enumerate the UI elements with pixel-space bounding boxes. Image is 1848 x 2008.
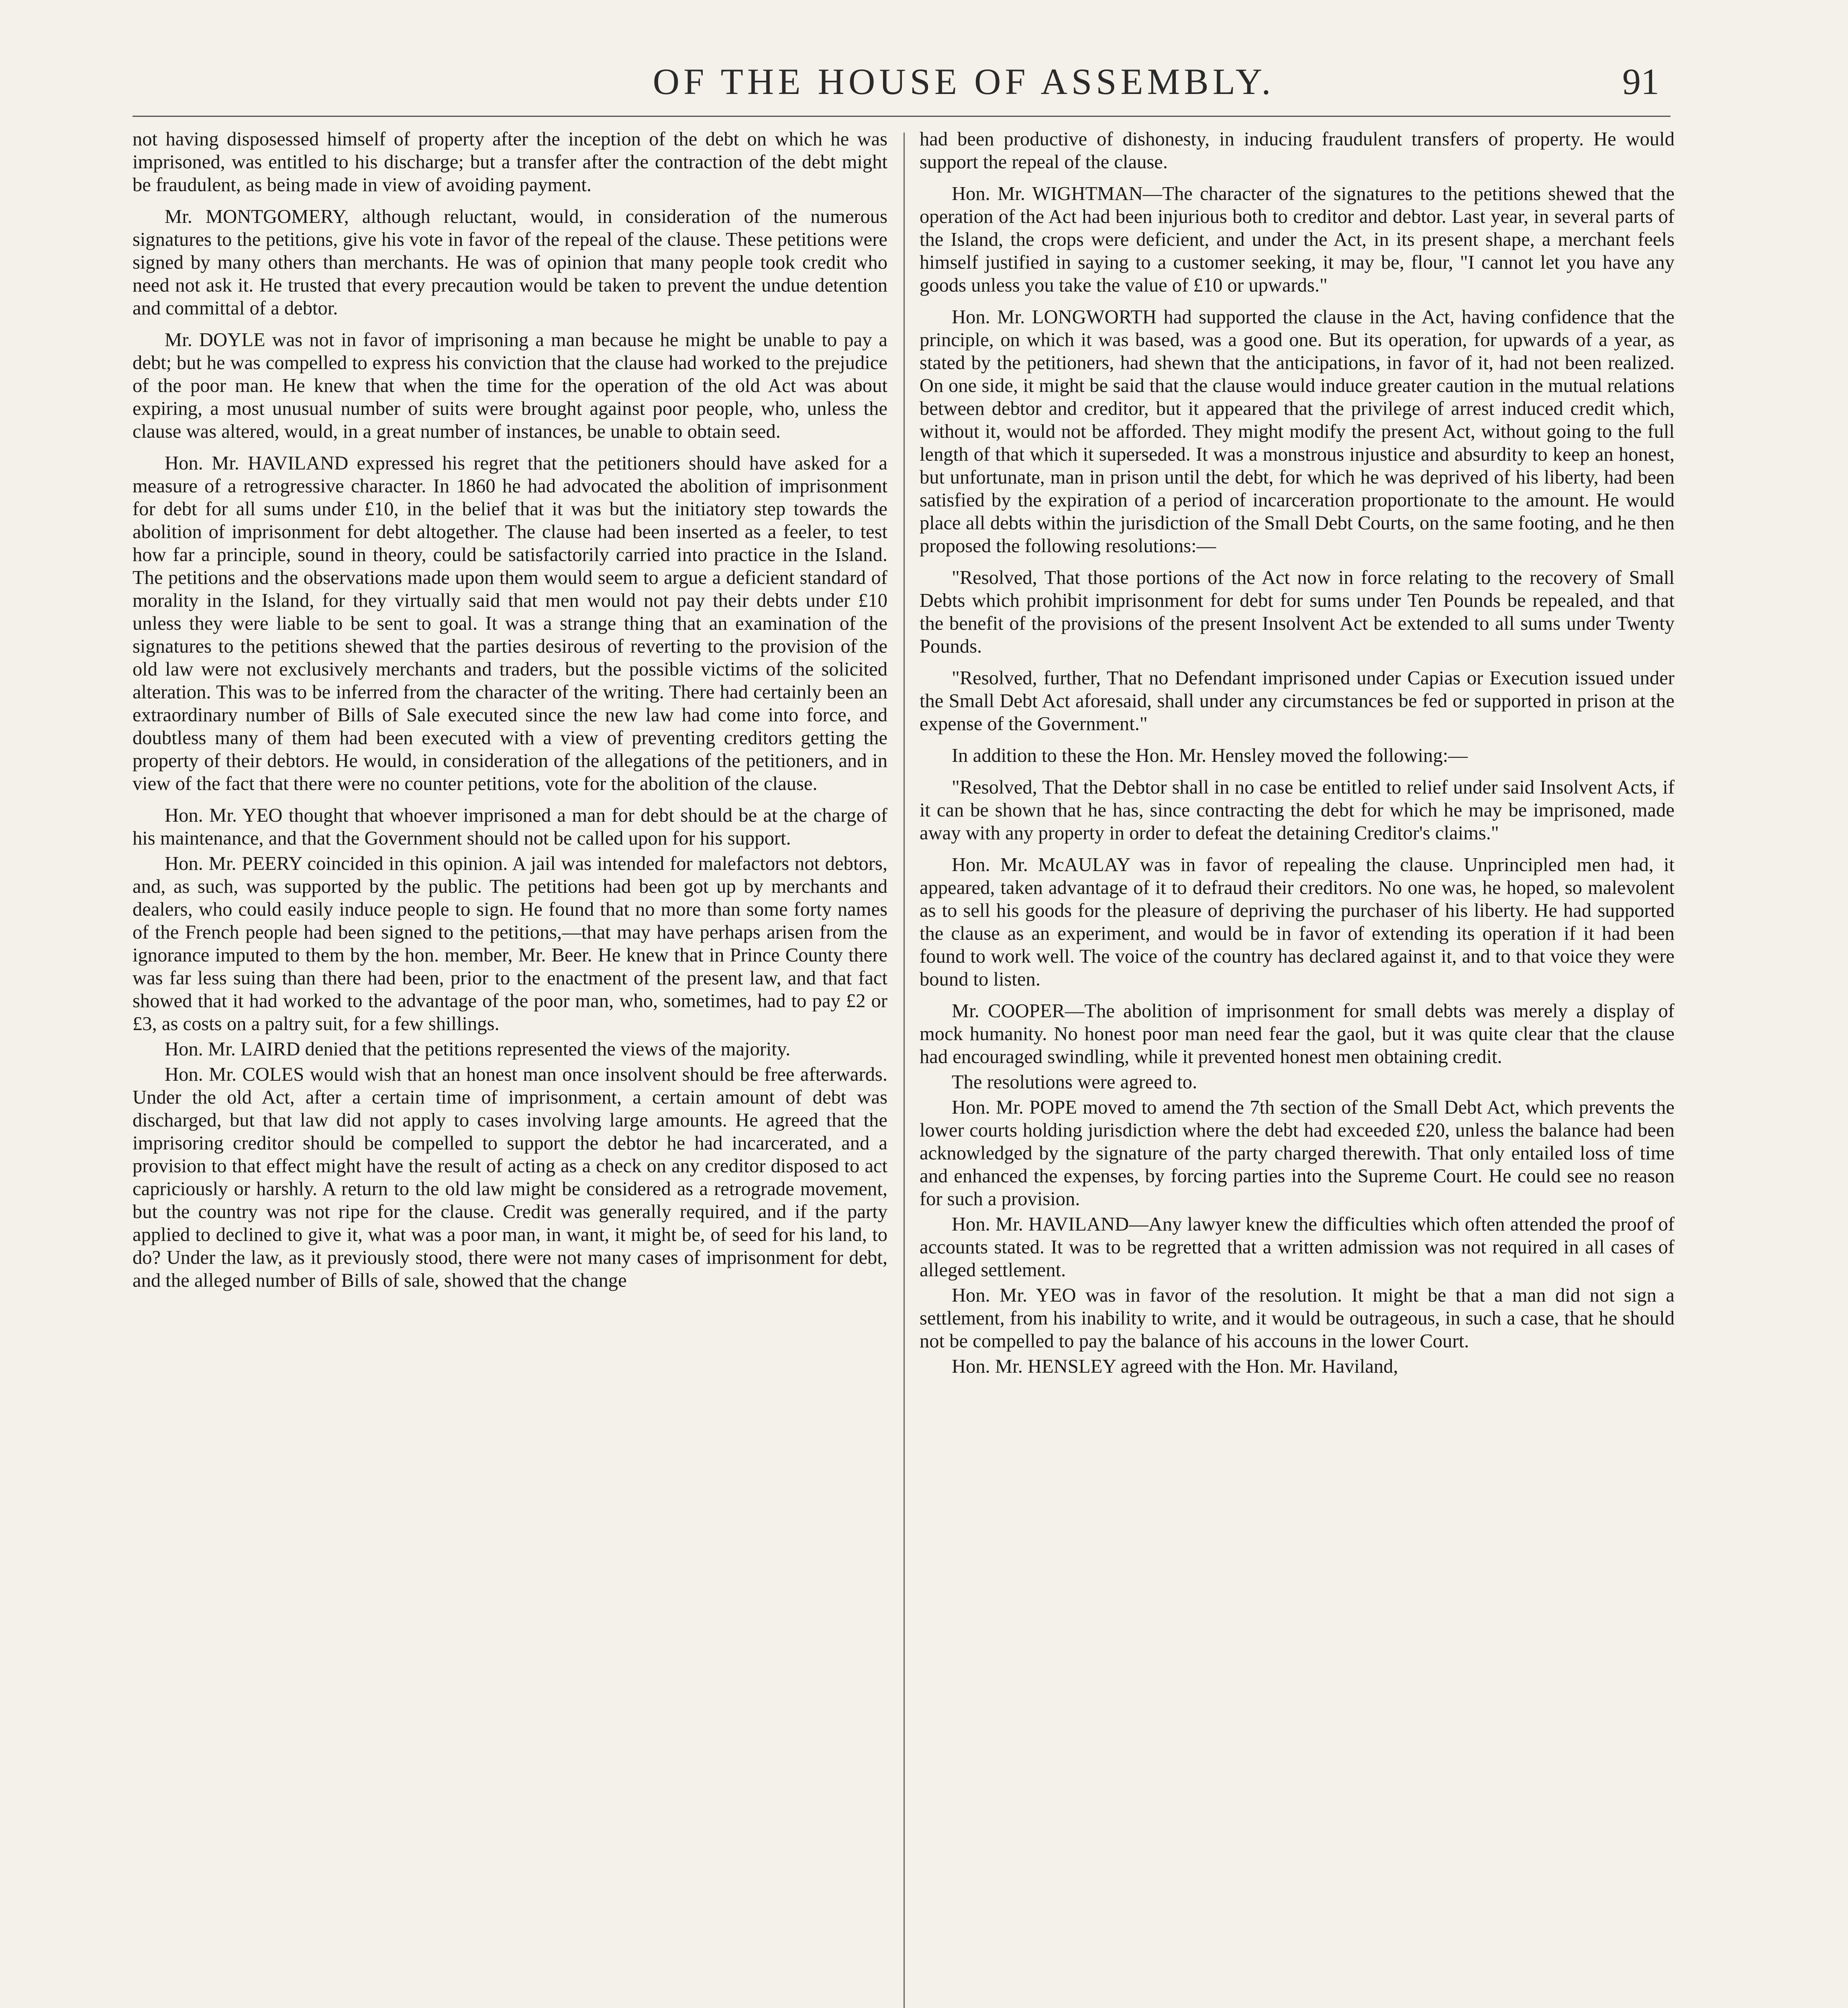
paragraph: not having disposessed himself of property after the inception of the debt on which he was imprisoned, was entitled to his discharge; but a transfer after the contraction of the debt might be fraudulent, as being made in view of avoiding payment. bbox=[133, 128, 887, 196]
paragraph: Hon. Mr. POPE moved to amend the 7th section of the Small Debt Act, which prevents the lower courts holding jurisdiction where the debt had exceeded £20, unless the balance had been acknowledged by the signature of the party charged therewith. That only entailed loss of time and enhanced the expenses, by forcing parties into the Supreme Court. He could see no reason for such a provision. bbox=[920, 1096, 1675, 1210]
paragraph: Hon. Mr. COLES would wish that an honest man once insolvent should be free afterwards. Under the old Act, after a certain time of imprisonment, a certain amount of debt was discharged, but that law did not apply to cases involving large amounts. He agreed that the imprisoring creditor should be compelled to support the debtor he had incarcerated, and a provision to that effect might have the result of acting as a check on any creditor disposed to act capriciously or harshly. A return to the old law might be considered as a retrograde movement, but the country was not ripe for the clause. Credit was generally required, and if the party applied to declined to give it, what was a poor man, in want, it might be, of seed for his land, to do? Under the law, as it previously stood, there were not many cases of imprisonment for debt, and the alleged number of Bills of sale, showed that the change bbox=[133, 1063, 887, 1291]
paragraph: had been productive of dishonesty, in inducing fraudulent transfers of property. He would support the repeal of the clause. bbox=[920, 128, 1675, 173]
paragraph: Hon. Mr. YEO was in favor of the resolution. It might be that a man did not sign a settlement, from his inability to write, and it would be outrageous, in such a case, that he should not be compelled to pay the balance of his accouns in the lower Court. bbox=[920, 1284, 1675, 1352]
paragraph: Hon. Mr. HAVILAND expressed his regret that the petitioners should have asked for a measure of a retrogressive character. In 1860 he had advocated the abolition of imprisonment for debt for all sums under £10, in the belief that it was but the initiatory step towards the abolition of imprisonment for debt altogether. The clause had been inserted as a feeler, to test how far a principle, sound in theory, could be satisfactorily carried into practice in the Island. The petitions and the observations made upon them would seem to argue a deficient standard of morality in the Island, for they virtually said that men would not pay their debts under £10 unless they were liable to be sent to goal. It was a strange thing that an examination of the signatures to the petitions shewed that the parties desirous of reverting to the provision of the old law were not exclusively merchants and traders, but the possible victims of the solicited alteration. This was to be inferred from the character of the writing. There had certainly been an extraordinary number of Bills of Sale executed since the new law had come into force, and doubtless many of them had been executed with a view of preventing creditors getting the property of their debtors. He would, in consideration of the allegations of the petitioners, and in view of the fact that there were no counter petitions, vote for the abolition of the clause. bbox=[133, 452, 887, 794]
resolution: "Resolved, further, That no Defendant imprisoned under Capias or Execution issued under the Small Debt Act aforesaid, shall under any circumstances be fed or supported in prison at the expense of the Government." bbox=[920, 667, 1675, 735]
column-divider bbox=[904, 133, 905, 2008]
paragraph: Mr. COOPER—The abolition of imprisonment for small debts was merely a display of mock humanity. No honest poor man need fear the gaol, but it was quite clear that the clause had encouraged swindling, while it prevented honest men obtaining credit. bbox=[920, 1000, 1675, 1067]
resolution: "Resolved, That those portions of the Act now in force relating to the recovery of Small Debts which prohibit imprisonment for debt for sums under Ten Pounds be repealed, and that the benefit of the provisions of the present Insolvent Act be extended to all sums under Twenty Pounds. bbox=[920, 567, 1675, 657]
paragraph: The resolutions were agreed to. bbox=[952, 1071, 1197, 1093]
paragraph: Mr. MONTGOMERY, although reluctant, would, in consideration of the numerous signatures to the petitions, give his vote in favor of the repeal of the clause. These petitions were signed by many others than merchants. He was of opinion that many people took credit who need not ask it. He trusted that every precaution would be taken to prevent the undue detention and committal of a debtor. bbox=[133, 206, 887, 319]
paragraph: Mr. DOYLE was not in favor of imprisoning a man because he might be unable to pay a debt; but he was compelled to express his conviction that the clause had worked to the prejudice of the poor man. He knew that when the time for the operation of the old Act was about expiring, a most unusual number of suits were brought against poor people, who, unless the clause was altered, would, in a great number of instances, be unable to obtain seed. bbox=[133, 329, 887, 442]
paragraph: Hon. Mr. HENSLEY agreed with the Hon. Mr. Haviland, bbox=[952, 1355, 1398, 1377]
right-column bbox=[920, 128, 1675, 2008]
paragraph: Hon. Mr. McAULAY was in favor of repealing the clause. Unprincipled men had, it appeared, taken advantage of it to defraud their creditors. No one was, he hoped, so malevolent as to sell his goods for the pleasure of depriving the purchaser of his liberty. He had supported the clause as an experiment, and would be in favor of extending its operation if it had been found to work well. The voice of the country has declared against it, and to that voice they were bound to listen. bbox=[920, 854, 1675, 990]
resolution: "Resolved, That the Debtor shall in no case be entitled to relief under said Insolvent Acts, if it can be shown that he has, since contracting the debt for which he may be imprisoned, made away with any property in order to defeat the detaining Creditor's claims." bbox=[920, 776, 1675, 844]
page-number: 91 bbox=[1622, 61, 1659, 102]
paragraph: Hon. Mr. LONGWORTH had supported the clause in the Act, having confidence that the principle, on which it was based, was a good one. But its operation, for upwards of a year, as stated by the petitioners, had shewn that the anticipations, in favor of it, had not been realized. On one side, it might be said that the clause would induce greater caution in the mutual relations between debtor and creditor, but it appeared that the privilege of arrest induced credit which, without it, would not be afforded. They might modify the present Act, without going to the full length of that which it superseded. It was a monstrous injustice and absurdity to keep an honest, but unfortunate, man in prison until the debt, for which he was deprived of his liberty, had been satisfied by the expiration of a period of incarceration proportionate to the amount. He would place all debts within the jurisdiction of the Small Debt Courts, on the same footing, and he then proposed the following resolutions:— bbox=[920, 306, 1675, 557]
paragraph: Hon. Mr. PEERY coincided in this opinion. A jail was intended for malefactors not debtors, and, as such, was supported by the public. The petitions had been got up by merchants and dealers, who could easily induce people to sign. He found that no more than some forty names of the French people had been signed to the petitions,—that may have perhaps arisen from the ignorance imputed to them by the hon. member, Mr. Beer. He knew that in Prince County there was far less suing than there had been, prior to the enactment of the present law, and that fact showed that it had worked to the advantage of the poor man, who, sometimes, had to pay £2 or £3, as costs on a paltry suit, for a few shillings. bbox=[133, 853, 887, 1035]
paragraph: Hon. Mr. HAVILAND—Any lawyer knew the difficulties which often attended the proof of accounts stated. It was to be regretted that a written admission was not required in all cases of alleged settlement. bbox=[920, 1213, 1675, 1281]
left-column bbox=[133, 128, 887, 2008]
paragraph: Hon. Mr. YEO thought that whoever imprisoned a man for debt should be at the charge of his maintenance, and that the Government should not be called upon for his support. bbox=[133, 804, 887, 849]
paragraph: Hon. Mr. LAIRD denied that the petitions represented the views of the majority. bbox=[165, 1038, 791, 1060]
paragraph: In addition to these the Hon. Mr. Hensley moved the following:— bbox=[952, 745, 1468, 766]
paragraph: Hon. Mr. WIGHTMAN—The character of the signatures to the petitions shewed that the operation of the Act had been injurious both to creditor and debtor. Last year, in several parts of the Island, the crops were deficient, and under the Act, in its present shape, a merchant feels himself justified in saying to a customer seeking, it may be, flour, "I cannot let you have any goods unless you take the value of £10 or upwards." bbox=[920, 183, 1675, 296]
running-title: OF THE HOUSE OF ASSEMBLY. bbox=[653, 61, 1275, 102]
header-rule bbox=[133, 116, 1671, 117]
